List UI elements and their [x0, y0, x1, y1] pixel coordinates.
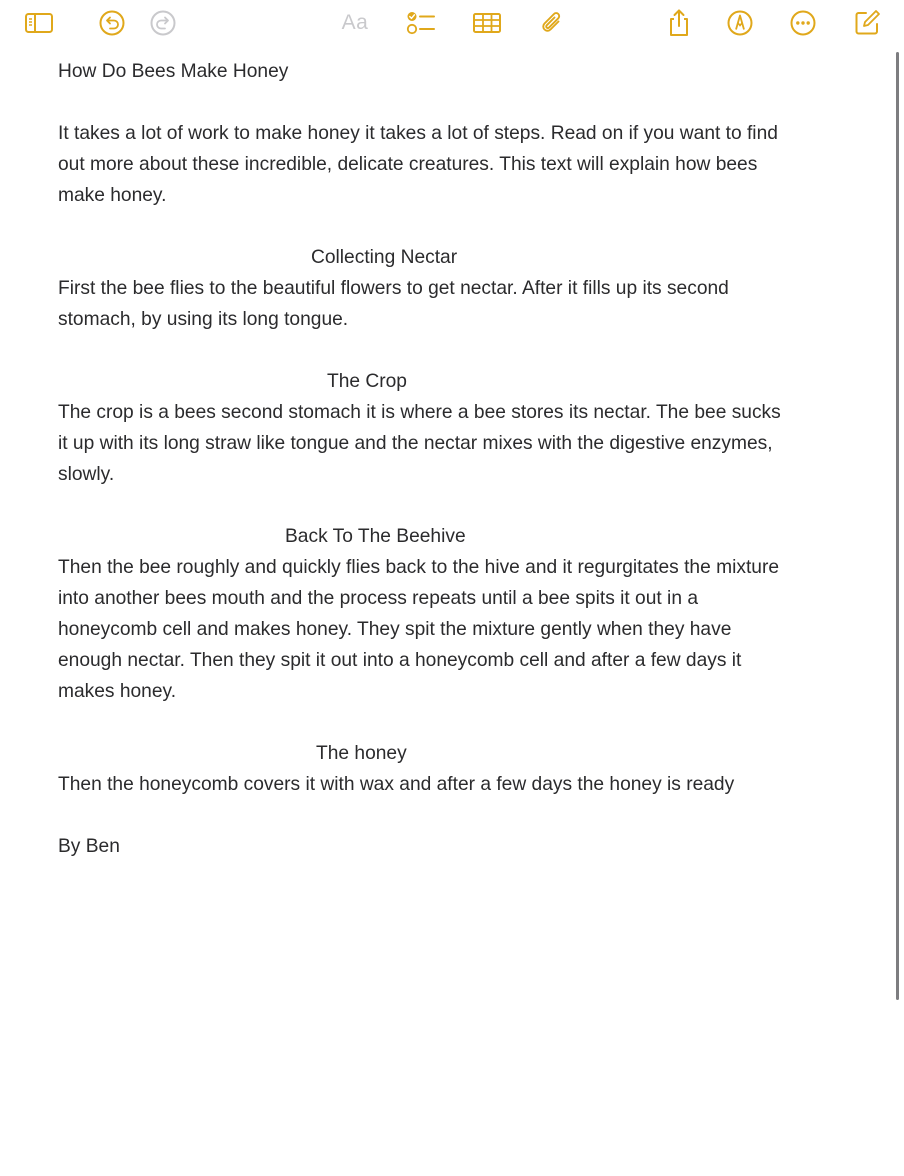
section-line: stomach, by using its long tongue. — [58, 309, 349, 330]
section-line: First the bee flies to the beautiful flowers to get nectar. After it fills up its second — [58, 278, 729, 299]
note-title: How Do Bees Make Honey — [58, 61, 289, 82]
attachment-button[interactable] — [535, 6, 569, 40]
markup-button[interactable] — [723, 6, 757, 40]
section-line: Then the honeycomb covers it with wax and after a few days the honey is ready — [58, 774, 735, 795]
section-paragraph — [58, 769, 848, 800]
more-button[interactable] — [786, 6, 820, 40]
toolbar — [0, 0, 904, 46]
section-line: honeycomb cell and makes honey. They spit the mixture gently when they have — [58, 619, 732, 640]
format-icon: Aa — [341, 11, 369, 34]
section-paragraph — [58, 397, 848, 490]
section-paragraph — [58, 552, 848, 707]
blank-line — [58, 707, 848, 738]
section-heading-collecting-nectar: Collecting Nectar — [311, 247, 458, 268]
intro-line: make honey. — [58, 185, 167, 206]
redo-icon — [149, 9, 177, 37]
share-icon — [665, 8, 693, 38]
intro-line: It takes a lot of work to make honey it takes a lot of steps. Read on if you want to find — [58, 123, 778, 144]
section-heading-back-to-the-beehive: Back To The Beehive — [285, 526, 466, 547]
section-line: makes honey. — [58, 681, 177, 702]
scrollbar[interactable] — [896, 52, 899, 1000]
section-line: enough nectar. Then they spit it out into a honeycomb cell and after a few days it — [58, 650, 742, 671]
blank-line — [58, 800, 848, 831]
section-line: into another bees mouth and the process repeats until a bee spits it out in a — [58, 588, 698, 609]
undo-button[interactable] — [95, 6, 129, 40]
note-body[interactable] — [58, 56, 848, 862]
sidebar-icon — [24, 11, 54, 35]
markup-icon — [726, 9, 754, 37]
section-line: Then the bee roughly and quickly flies back to the hive and it regurgitates the mixture — [58, 557, 780, 578]
section-line: slowly. — [58, 464, 115, 485]
attachment-icon — [538, 9, 566, 37]
compose-icon — [853, 9, 881, 37]
signature: By Ben — [58, 836, 120, 857]
table-icon — [472, 11, 502, 35]
section-heading-the-honey: The honey — [316, 743, 407, 764]
blank-line — [58, 87, 848, 118]
section-paragraph — [58, 273, 848, 335]
section-heading-the-crop: The Crop — [327, 371, 407, 392]
format-button[interactable] — [338, 6, 372, 40]
blank-line — [58, 490, 848, 521]
blank-line — [58, 211, 848, 242]
sidebar-toggle-button[interactable] — [22, 6, 56, 40]
share-button[interactable] — [662, 6, 696, 40]
section-line: The crop is a bees second stomach it is where a bee stores its nectar. The bee sucks — [58, 402, 781, 423]
more-icon — [789, 9, 817, 37]
intro-paragraph — [58, 118, 848, 211]
compose-button[interactable] — [850, 6, 884, 40]
undo-icon — [98, 9, 126, 37]
checklist-icon — [406, 10, 436, 36]
section-line: it up with its long straw like tongue and the nectar mixes with the digestive enzymes, — [58, 433, 773, 454]
checklist-button[interactable] — [404, 6, 438, 40]
intro-line: out more about these incredible, delicate creatures. This text will explain how bees — [58, 154, 758, 175]
blank-line — [58, 335, 848, 366]
redo-button[interactable] — [146, 6, 180, 40]
table-button[interactable] — [470, 6, 504, 40]
